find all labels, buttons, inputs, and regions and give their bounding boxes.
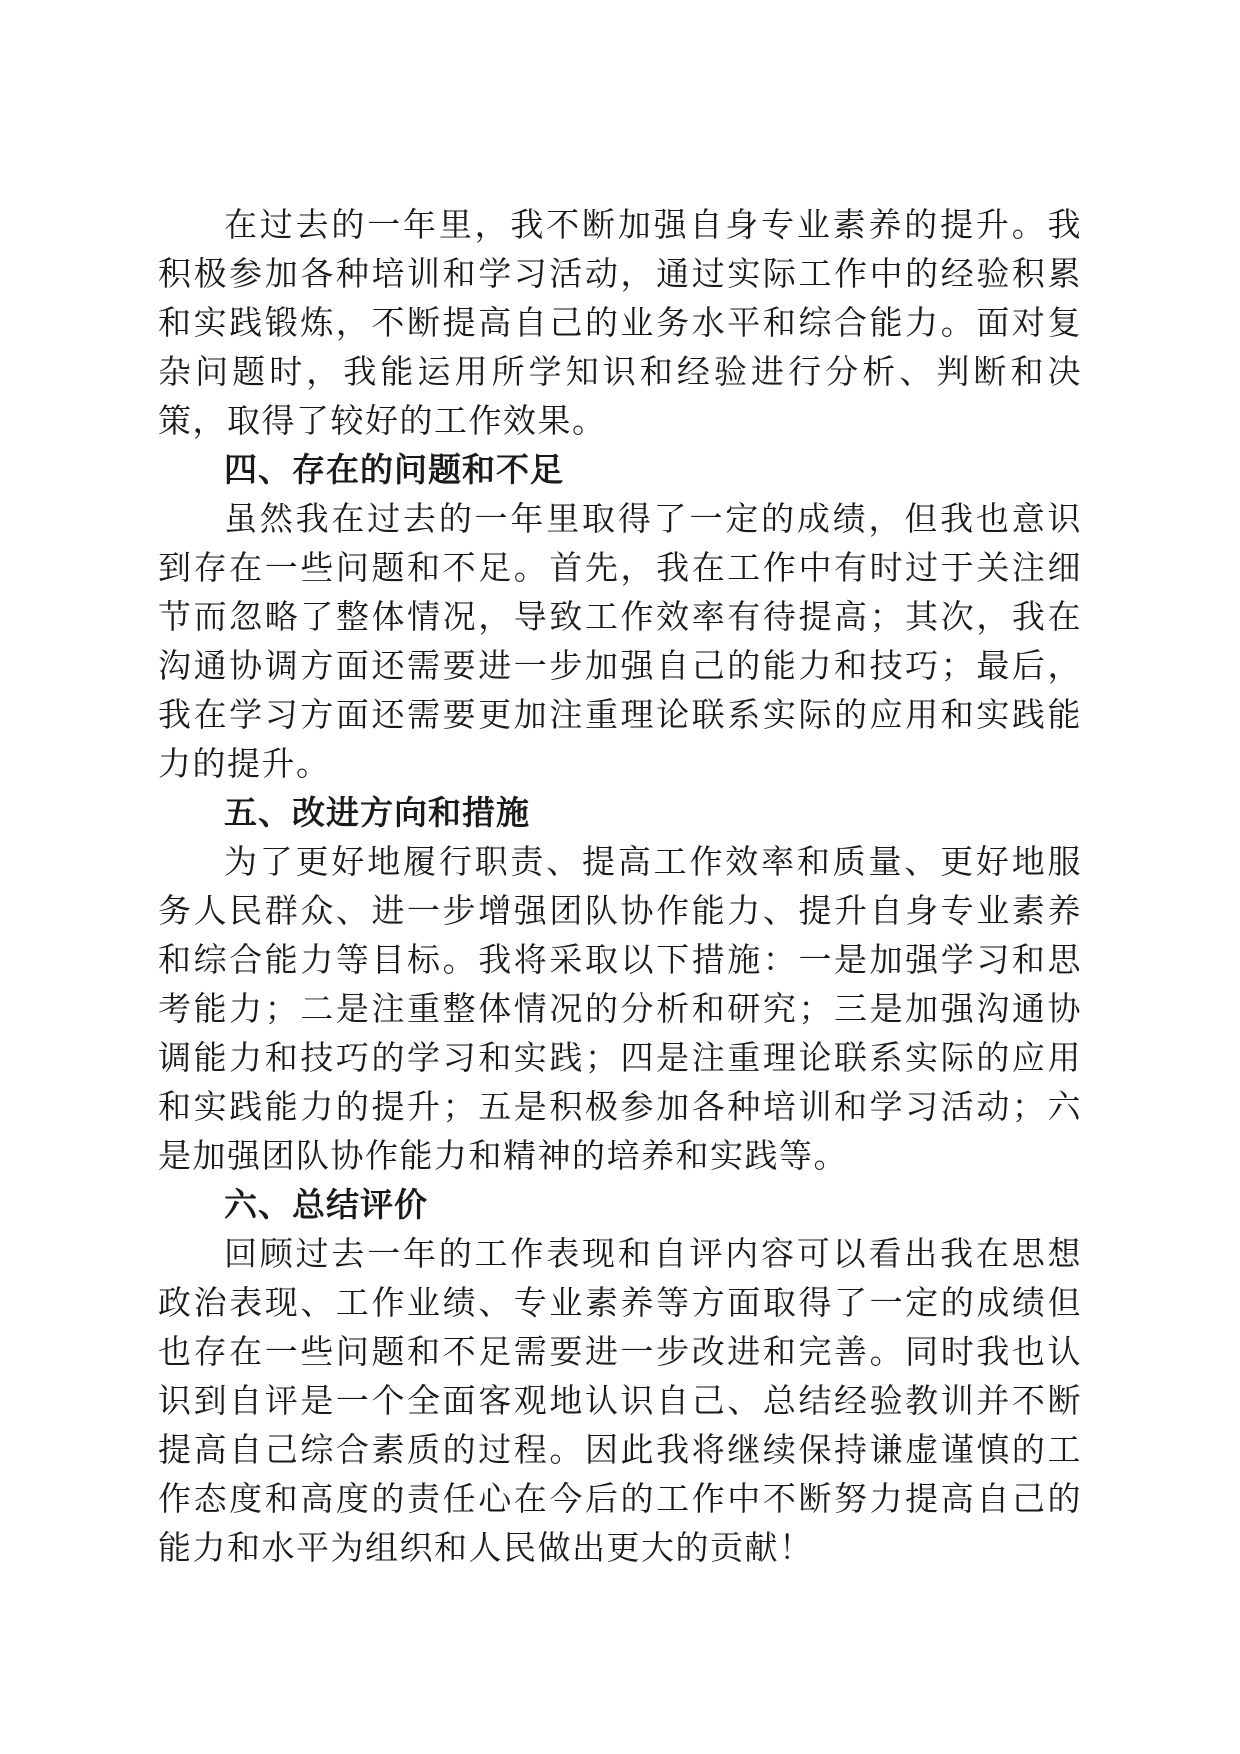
heading-problems: 四、存在的问题和不足: [224, 450, 564, 489]
paragraph-improvements: 为了更好地履行职责、提高工作效率和质量、更好地服务人民群众、进一步增强团队协作能力、提升自身专业素养和综合能力等目标。我将采取以下措施：一是加强学习和思考能力；二是注重整体情况的分析和研究；三是加强沟通协调能力和技巧的学习和实践；四是注重理论联系实际的应用和实践能力的提升；五是积极参加各种培训和学习活动；六是加强团队协作能力和精神的培养和实践等。: [158, 842, 1082, 1175]
paragraph-summary: 回顾过去一年的工作表现和自评内容可以看出我在思想政治表现、工作业绩、专业素养等方面取得了一定的成绩但也存在一些问题和不足需要进一步改进和完善。同时我也认识到自评是一个全面客观地认识自己、总结经验教训并不断提高自己综合素质的过程。因此我将继续保持谦虚谨慎的工作态度和高度的责任心在今后的工作中不断努力提高自己的能力和水平为组织和人民做出更大的贡献！: [158, 1234, 1082, 1567]
heading-summary: 六、总结评价: [224, 1185, 428, 1224]
paragraph-problems: 虽然我在过去的一年里取得了一定的成绩，但我也意识到存在一些问题和不足。首先，我在工作中有时过于关注细节而忽略了整体情况，导致工作效率有待提高；其次，我在沟通协调方面还需要进一步加强自己的能力和技巧；最后，我在学习方面还需要更加注重理论联系实际的应用和实践能力的提升。: [158, 499, 1082, 783]
paragraph-professional-growth: 在过去的一年里，我不断加强自身专业素养的提升。我积极参加各种培训和学习活动，通过实际工作中的经验积累和实践锻炼，不断提高自己的业务水平和综合能力。面对复杂问题时，我能运用所学知识和经验进行分析、判断和决策，取得了较好的工作效果。: [158, 205, 1082, 440]
document-page: [158, 200, 1082, 1572]
heading-improvements: 五、改进方向和措施: [224, 793, 530, 832]
